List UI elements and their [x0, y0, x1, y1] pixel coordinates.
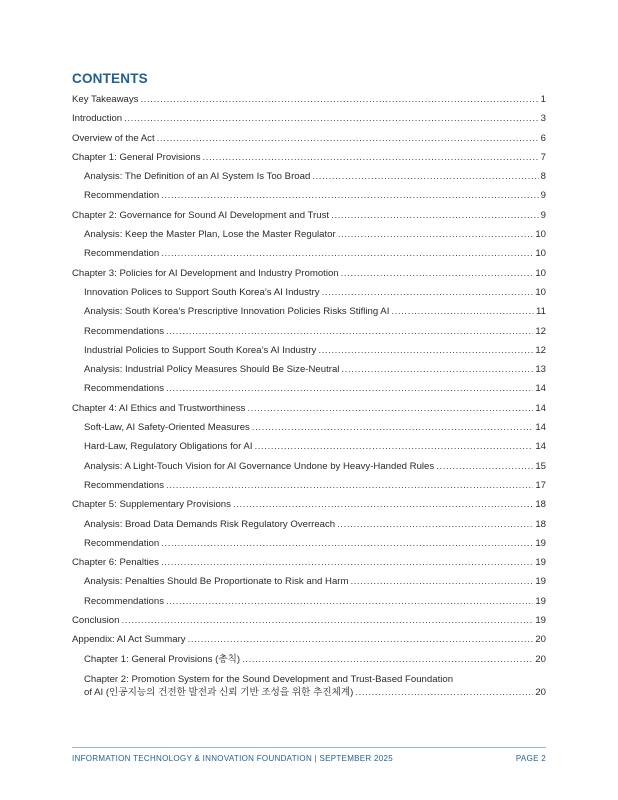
toc-dot-leader: [341, 264, 534, 283]
toc-entry[interactable]: [72, 206, 546, 225]
toc-entry-page: 19: [535, 537, 546, 549]
toc-entry[interactable]: [72, 341, 546, 360]
toc-entry[interactable]: [72, 264, 546, 283]
toc-dot-leader: [203, 148, 539, 167]
toc-entry-page: 12: [535, 325, 546, 337]
toc-entry-page: 14: [535, 422, 546, 434]
toc-entry-title: Soft-Law, AI Safety-Oriented Measures: [84, 422, 250, 434]
toc-entry-title: Analysis: Keep the Master Plan, Lose the Master Regulator: [84, 229, 336, 241]
toc-entry-title: Chapter 3: Policies for AI Development and Industry Promotion: [72, 267, 339, 279]
toc-entry-title: Hard-Law, Regulatory Obligations for AI: [84, 441, 253, 453]
toc-entry-page: 14: [535, 402, 546, 414]
toc-entry[interactable]: [72, 225, 546, 244]
toc-entry[interactable]: [72, 630, 546, 649]
toc-entry-title: Chapter 2: Governance for Sound AI Development and Trust: [72, 209, 330, 221]
toc-dot-leader: [247, 399, 533, 418]
toc-entry-title-line2: of AI (인공지능의 건전한 발전과 신뢰 기반 조성을 위한 추진체계): [84, 686, 354, 698]
toc-entry-title: Analysis: Industrial Policy Measures Should Be Size-Neutral: [84, 364, 340, 376]
toc-entry[interactable]: [72, 360, 546, 379]
toc-dot-leader: [331, 206, 539, 225]
toc-entry-page: 11: [536, 306, 546, 318]
toc-dot-leader: [351, 572, 534, 591]
toc-entry[interactable]: [72, 592, 546, 611]
toc-entry[interactable]: [72, 650, 546, 669]
footer-divider: [72, 747, 546, 748]
toc-entry-page: 12: [535, 344, 546, 356]
toc-entry-title: Recommendation: [84, 248, 160, 260]
toc-entry-page: 18: [535, 499, 546, 511]
toc-entry-title: Innovation Polices to Support South Korea’s AI Industry: [84, 286, 320, 298]
toc-entry-title: Introduction: [72, 113, 123, 125]
toc-entry[interactable]: [72, 534, 546, 553]
toc-entry[interactable]: [72, 186, 546, 205]
toc-entry[interactable]: [72, 553, 546, 572]
toc-dot-leader: [161, 186, 538, 205]
toc-dot-leader: [124, 109, 539, 128]
toc-entry-title: Analysis: A Light-Touch Vision for AI Governance Undone by Heavy-Handed Rules: [84, 460, 435, 472]
toc-entry-page: 3: [540, 113, 546, 125]
toc-entry[interactable]: [72, 244, 546, 263]
toc-dot-leader: [318, 341, 533, 360]
toc-entry[interactable]: [72, 418, 546, 437]
toc-dot-leader: [140, 90, 538, 109]
toc-entry[interactable]: [72, 515, 546, 534]
toc-entry-page: 20: [535, 653, 546, 665]
toc-dot-leader: [391, 302, 534, 321]
toc-entry-title: Analysis: Penalties Should Be Proportionate to Risk and Harm: [84, 576, 349, 588]
toc-entry-page: 9: [540, 209, 546, 221]
toc-entry[interactable]: [72, 476, 546, 495]
toc-entry-page: 20: [535, 686, 546, 698]
toc-dot-leader: [161, 244, 533, 263]
toc-dot-leader: [337, 515, 533, 534]
toc-entry-title: Overview of the Act: [72, 132, 155, 144]
toc-dot-leader: [233, 495, 533, 514]
toc-entry-page: 8: [540, 171, 546, 183]
toc-entry-title: Recommendations: [84, 325, 164, 337]
table-of-contents: [72, 90, 546, 699]
toc-dot-leader: [242, 650, 533, 669]
toc-entry-page: 14: [535, 441, 546, 453]
toc-entry-title: Chapter 1: General Provisions: [72, 151, 201, 163]
toc-entry[interactable]: [72, 495, 546, 514]
toc-dot-leader: [355, 686, 533, 699]
toc-entry[interactable]: [72, 283, 546, 302]
toc-dot-leader: [252, 418, 533, 437]
toc-entry[interactable]: [72, 437, 546, 456]
toc-entry[interactable]: [72, 669, 546, 699]
toc-entry-page: 19: [535, 595, 546, 607]
toc-entry-title: Analysis: Broad Data Demands Risk Regulatory Overreach: [84, 518, 336, 530]
page-title: CONTENTS: [72, 71, 148, 86]
toc-dot-leader: [322, 283, 534, 302]
toc-dot-leader: [436, 457, 533, 476]
toc-entry-page: 17: [535, 479, 546, 491]
toc-entry[interactable]: [72, 399, 546, 418]
toc-entry-page: 7: [540, 151, 546, 163]
footer-page-number: PAGE 2: [515, 754, 546, 763]
toc-entry-page: 13: [535, 364, 546, 376]
toc-entry[interactable]: [72, 572, 546, 591]
toc-entry-title: Analysis: The Definition of an AI System Is Too Broad: [84, 171, 311, 183]
toc-dot-leader: [188, 630, 534, 649]
toc-entry-page: 6: [540, 132, 546, 144]
toc-entry-title: Key Takeaways: [72, 94, 139, 105]
toc-entry-title: Chapter 1: General Provisions (총칙): [84, 653, 241, 665]
toc-entry-title-line1: Chapter 2: Promotion System for the Sound Development and Trust-Based Foundation: [84, 673, 454, 685]
toc-entry[interactable]: [72, 148, 546, 167]
toc-entry-page: 19: [535, 557, 546, 569]
toc-entry-title: Analysis: South Korea’s Prescriptive Innovation Policies Risks Stifling AI: [84, 306, 390, 318]
toc-entry-page: 20: [535, 634, 546, 646]
toc-entry-title: Chapter 5: Supplementary Provisions: [72, 499, 231, 511]
toc-entry-title: Recommendations: [84, 479, 164, 491]
toc-entry-title: Conclusion: [72, 615, 120, 627]
toc-dot-leader: [255, 437, 534, 456]
footer-organization: INFORMATION TECHNOLOGY & INNOVATION FOUNDATION | SEPTEMBER 2025: [72, 754, 394, 763]
toc-dot-leader: [166, 476, 533, 495]
toc-entry-title: Recommendation: [84, 537, 160, 549]
toc-entry[interactable]: [72, 109, 546, 128]
toc-entry-title: Chapter 4: AI Ethics and Trustworthiness: [72, 402, 246, 414]
toc-dot-leader: [161, 534, 533, 553]
toc-entry-title: Recommendations: [84, 595, 164, 607]
toc-entry[interactable]: [72, 322, 546, 341]
toc-entry-title: Industrial Policies to Support South Korea’s AI Industry: [84, 344, 317, 356]
toc-dot-leader: [338, 225, 534, 244]
toc-dot-leader: [161, 553, 533, 572]
toc-entry[interactable]: [72, 90, 546, 109]
toc-dot-leader: [157, 129, 539, 148]
toc-entry-page: 9: [540, 190, 546, 202]
toc-entry[interactable]: [72, 457, 546, 476]
toc-entry-title: Appendix: AI Act Summary: [72, 634, 186, 646]
toc-entry-title: Recommendation: [84, 190, 160, 202]
toc-dot-leader: [166, 322, 533, 341]
toc-entry-page: 15: [535, 460, 546, 472]
toc-entry[interactable]: [72, 379, 546, 398]
toc-entry-title: Chapter 6: Penalties: [72, 557, 159, 569]
toc-entry-page: 10: [535, 267, 546, 279]
toc-entry-page: 18: [535, 518, 546, 530]
toc-entry-page: 1: [540, 94, 546, 105]
toc-dot-leader: [312, 167, 538, 186]
toc-entry-title: Recommendations: [84, 383, 164, 395]
toc-dot-leader: [166, 592, 533, 611]
toc-entry[interactable]: [72, 167, 546, 186]
toc-dot-leader: [166, 379, 533, 398]
toc-entry-page: 10: [535, 248, 546, 260]
toc-entry[interactable]: [72, 302, 546, 321]
toc-entry-page: 19: [535, 576, 546, 588]
toc-entry-page: 19: [535, 615, 546, 627]
toc-entry-page: 14: [535, 383, 546, 395]
toc-entry[interactable]: [72, 611, 546, 630]
toc-entry-page: 10: [535, 229, 546, 241]
toc-entry[interactable]: [72, 129, 546, 148]
toc-entry-page: 10: [535, 286, 546, 298]
toc-dot-leader: [341, 360, 533, 379]
toc-dot-leader: [121, 611, 533, 630]
